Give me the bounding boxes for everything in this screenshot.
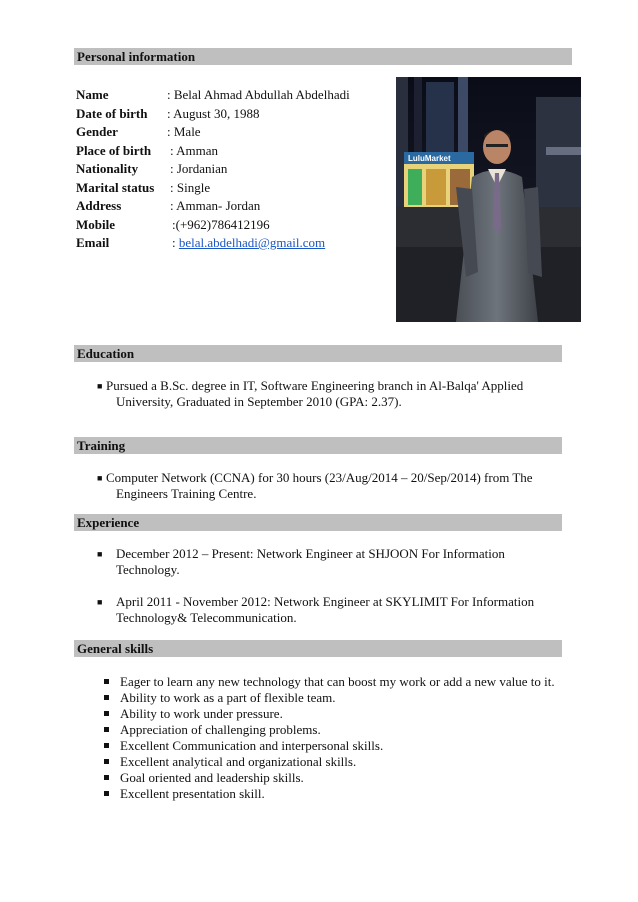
bullet-icon bbox=[104, 695, 109, 700]
bullet-icon: ■ bbox=[97, 597, 103, 607]
education-line: Pursued a B.Sc. degree in IT, Software Engineering branch in Al-Balqa' Applied bbox=[106, 378, 524, 393]
info-label: Marital status bbox=[76, 179, 155, 195]
email-prefix: : bbox=[172, 235, 179, 250]
bullet-icon bbox=[104, 775, 109, 780]
bullet-icon bbox=[104, 727, 109, 732]
info-label: Date of birth bbox=[76, 105, 148, 121]
bullet-icon bbox=[104, 743, 109, 748]
info-label: Email bbox=[76, 235, 110, 250]
info-label: Nationality bbox=[76, 161, 139, 176]
bullet-icon bbox=[104, 679, 109, 684]
bullet-icon: ■ bbox=[97, 549, 103, 559]
section-header-experience: Experience bbox=[74, 514, 562, 531]
info-value: : Jordanian bbox=[170, 161, 228, 176]
info-label: Address bbox=[76, 198, 122, 213]
bullet-icon: ■ bbox=[97, 381, 103, 391]
info-value: : Amman bbox=[170, 142, 219, 158]
info-label: Mobile bbox=[76, 216, 115, 232]
info-label: Name bbox=[76, 87, 109, 102]
experience-line: Technology. bbox=[116, 562, 180, 577]
experience-line: April 2011 - November 2012: Network Engineer at SKYLIMIT For Information bbox=[116, 594, 535, 609]
training-text bbox=[106, 470, 533, 502]
training-line: Computer Network (CCNA) for 30 hours (23/Aug/2014 – 20/Sep/2014) from The bbox=[106, 470, 533, 485]
experience-item bbox=[116, 546, 505, 578]
education-text bbox=[106, 378, 523, 410]
bullet-icon bbox=[104, 791, 109, 796]
training-line: Engineers Training Centre. bbox=[116, 486, 257, 501]
info-label: Place of birth bbox=[76, 142, 152, 158]
info-value: : Male bbox=[167, 124, 201, 139]
section-header-training: Training bbox=[74, 437, 562, 454]
education-line: University, Graduated in September 2010 (GPA: 2.37). bbox=[116, 394, 402, 409]
info-value: : Amman- Jordan bbox=[170, 198, 261, 213]
info-label: Gender bbox=[76, 124, 118, 139]
bullet-icon bbox=[104, 711, 109, 716]
experience-item bbox=[116, 594, 534, 626]
section-header-personal: Personal information bbox=[74, 48, 572, 65]
bullet-icon bbox=[104, 759, 109, 764]
email-link[interactable]: belal.abdelhadi@gmail.com bbox=[178, 235, 326, 250]
section-header-education: Education bbox=[74, 345, 562, 362]
section-header-skills: General skills bbox=[74, 640, 562, 657]
store-sign: LuluMarket bbox=[408, 154, 451, 163]
info-value: :(+962)786412196 bbox=[172, 216, 270, 232]
experience-line: December 2012 – Present: Network Engineer at SHJOON For Information bbox=[116, 546, 505, 561]
bullet-icon: ■ bbox=[97, 473, 103, 483]
info-value: : August 30, 1988 bbox=[167, 105, 260, 121]
info-value bbox=[172, 234, 325, 253]
info-value: : Single bbox=[170, 179, 211, 195]
profile-photo bbox=[396, 77, 581, 322]
info-value: : Belal Ahmad Abdullah Abdelhadi bbox=[167, 87, 350, 102]
profile-photo-image bbox=[396, 77, 581, 322]
experience-line: Technology& Telecommunication. bbox=[116, 610, 297, 625]
